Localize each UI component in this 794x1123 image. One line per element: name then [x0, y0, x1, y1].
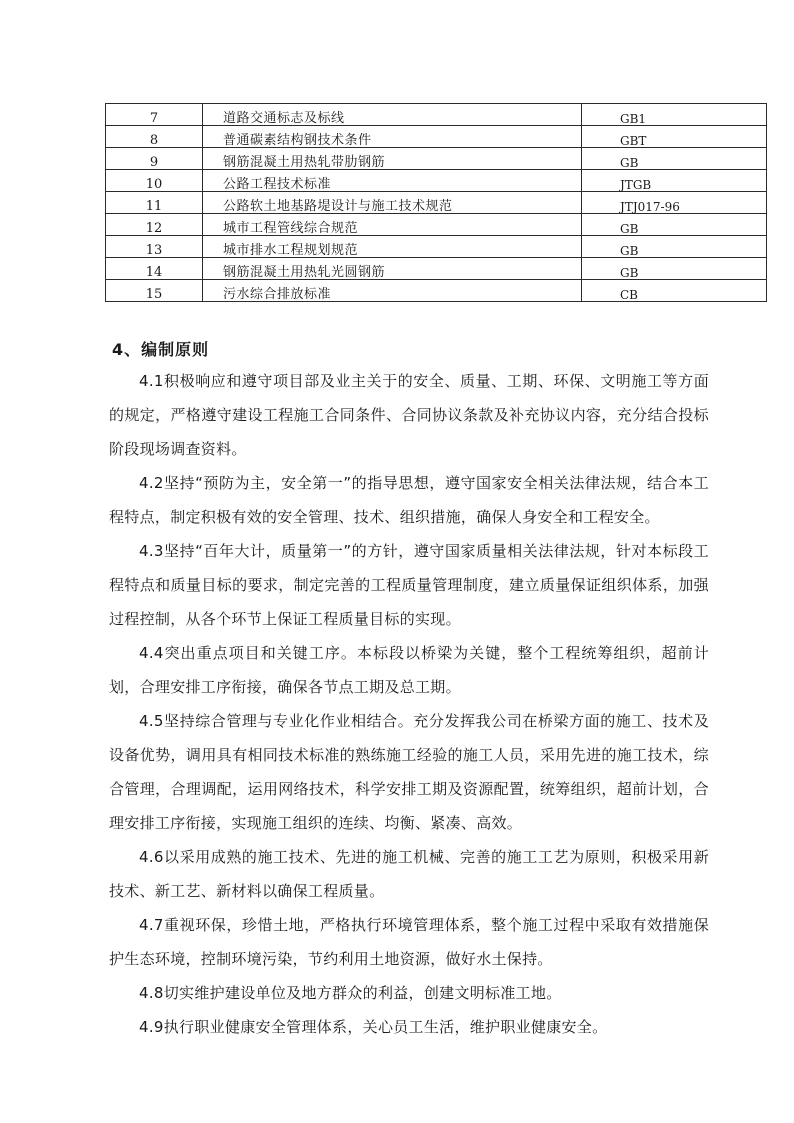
- table-row: [106, 126, 767, 148]
- section-heading: 4、编制原则: [112, 340, 210, 359]
- table-row: [106, 280, 767, 302]
- standard-name: 公路软土地基路堤设计与施工技术规范: [203, 192, 582, 214]
- standard-code: JTGB: [582, 170, 767, 192]
- standard-name: 公路工程技术标准: [203, 170, 582, 192]
- standards-table: [105, 103, 767, 302]
- principle-paragraph: 4.5坚持综合管理与专业化作业相结合。充分发挥我公司在桥梁方面的施工、技术及设备优势，调用具有相同技术标准的熟练施工经验的施工人员，采用先进的施工技术，综合管理，合理调配，运用网络技术，科学安排工期及资源配置，统筹组织，超前计划，合理安排工序衔接，实现施工组织的连续、均衡、紧凑、高效。: [109, 712, 709, 832]
- standard-code: GB: [582, 214, 767, 236]
- row-number: 15: [106, 280, 203, 302]
- standard-name: 普通碳素结构钢技术条件: [203, 126, 582, 148]
- standard-code: GB: [582, 148, 767, 170]
- standard-code: GBT: [582, 126, 767, 148]
- standard-name: 道路交通标志及标线: [203, 104, 582, 126]
- standard-name: 钢筋混凝土用热轧光圆钢筋: [203, 258, 582, 280]
- row-number: 12: [106, 214, 203, 236]
- row-number: 11: [106, 192, 203, 214]
- row-number: 7: [106, 104, 203, 126]
- principle-paragraph: 4.4突出重点项目和关键工序。本标段以桥梁为关键，整个工程统筹组织，超前计划，合理安排工序衔接，确保各节点工期及总工期。: [109, 644, 709, 696]
- section-body: [109, 364, 709, 1044]
- standard-code: CB: [582, 280, 767, 302]
- standard-name: 污水综合排放标准: [203, 280, 582, 302]
- table-row: [106, 192, 767, 214]
- table-row: [106, 258, 767, 280]
- principle-paragraph: 4.1积极响应和遵守项目部及业主关于的安全、质量、工期、环保、文明施工等方面的规定，严格遵守建设工程施工合同条件、合同协议条款及补充协议内容，充分结合投标阶段现场调查资料。: [109, 372, 709, 458]
- principle-paragraph: 4.7重视环保，珍惜土地，严格执行环境管理体系，整个施工过程中采取有效措施保护生态环境，控制环境污染，节约利用土地资源，做好水土保持。: [109, 916, 709, 968]
- row-number: 13: [106, 236, 203, 258]
- principle-paragraph: 4.6以采用成熟的施工技术、先进的施工机械、完善的施工工艺为原则，积极采用新技术、新工艺、新材料以确保工程质量。: [109, 848, 709, 900]
- table-row: [106, 236, 767, 258]
- table-row: [106, 148, 767, 170]
- row-number: 10: [106, 170, 203, 192]
- standard-name: 钢筋混凝土用热轧带肋钢筋: [203, 148, 582, 170]
- standard-code: GB: [582, 236, 767, 258]
- standard-code: GB: [582, 258, 767, 280]
- principle-paragraph: 4.8切实维护建设单位及地方群众的利益，创建文明标准工地。: [139, 984, 562, 1002]
- standard-code: GB1: [582, 104, 767, 126]
- table-row: [106, 214, 767, 236]
- principle-paragraph: 4.3坚持“百年大计，质量第一”的方针，遵守国家质量相关法律法规，针对本标段工程特点和质量目标的要求，制定完善的工程质量管理制度，建立质量保证组织体系，加强过程控制，从各个环节上保证工程质量目标的实现。: [109, 542, 709, 628]
- table-row: [106, 170, 767, 192]
- standard-name: 城市工程管线综合规范: [203, 214, 582, 236]
- row-number: 14: [106, 258, 203, 280]
- standard-code: JTJ017-96: [582, 192, 767, 214]
- row-number: 9: [106, 148, 203, 170]
- principle-paragraph: 4.2坚持“预防为主，安全第一”的指导思想，遵守国家安全相关法律法规，结合本工程特点，制定积极有效的安全管理、技术、组织措施，确保人身安全和工程安全。: [109, 474, 709, 526]
- standard-name: 城市排水工程规划规范: [203, 236, 582, 258]
- standards-table-body: [106, 104, 767, 302]
- table-row: [106, 104, 767, 126]
- row-number: 8: [106, 126, 203, 148]
- principle-paragraph: 4.9执行职业健康安全管理体系，关心员工生活，维护职业健康安全。: [139, 1018, 608, 1036]
